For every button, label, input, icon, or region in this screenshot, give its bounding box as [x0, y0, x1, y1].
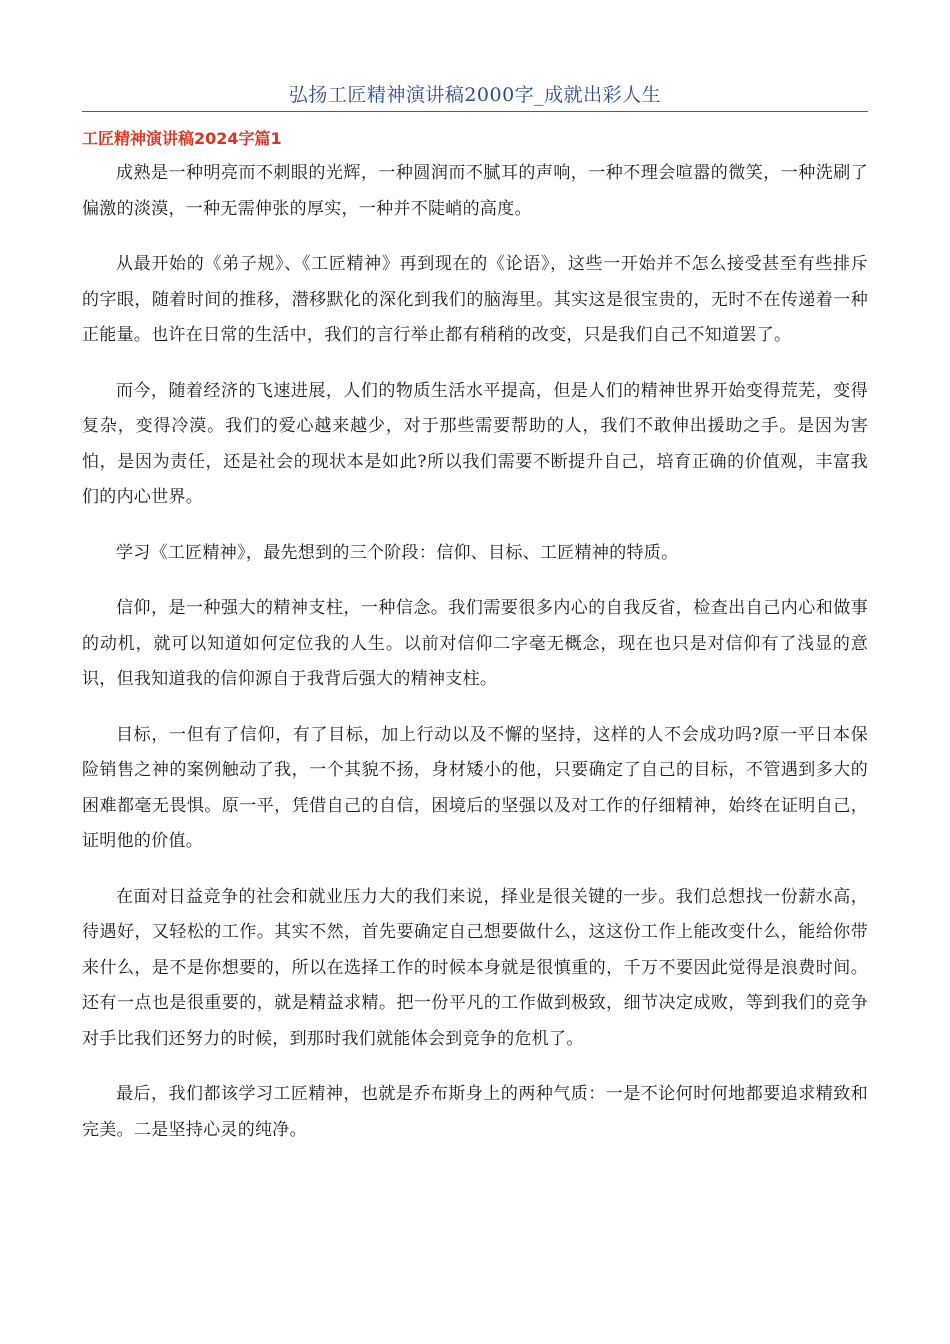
paragraph: 成熟是一种明亮而不刺眼的光辉，一种圆润而不腻耳的声响，一种不理会喧嚣的微笑，一种洗刷了偏激的淡漠，一种无需伸张的厚实，一种并不陡峭的高度。: [82, 163, 868, 219]
document-header: 弘扬工匠精神演讲稿2000字_成就出彩人生: [288, 84, 662, 106]
paragraph: 目标，一但有了信仰，有了目标，加上行动以及不懈的坚持，这样的人不会成功吗?原一平日本保险销售之神的案例触动了我，一个其貌不扬，身材矮小的他，只要确定了自己的目标，不管遇到多大的困难都毫无畏惧。原一平，凭借自己的自信，困境后的坚强以及对工作的仔细精神，始终在证明自己，证明他的价值。: [82, 724, 868, 851]
header-divider: [82, 111, 868, 112]
section-title: 工匠精神演讲稿2024字篇1: [82, 129, 282, 148]
paragraph: 学习《工匠精神》，最先想到的三个阶段：信仰、目标、工匠精神的特质。: [116, 542, 679, 563]
paragraph: 在面对日益竞争的社会和就业压力大的我们来说，择业是很关键的一步。我们总想找一份薪水高，待遇好，又轻松的工作。其实不然，首先要确定自己想要做什么，这这份工作上能改变什么，能给你带来什么，是不是你想要的，所以在选择工作的时候本身就是很慎重的，千万不要因此觉得是浪费时间。还有一点也是很重要的，就是精益求精。把一份平凡的工作做到极致，细节决定成败，等到我们的竞争对手比我们还努力的时候，到那时我们就能体会到竞争的危机了。: [82, 886, 868, 1049]
paragraph: 而今，随着经济的飞速进展，人们的物质生活水平提高，但是人们的精神世界开始变得荒芜，变得复杂，变得冷漠。我们的爱心越来越少，对于那些需要帮助的人，我们不敢伸出援助之手。是因为害怕，是因为责任，还是社会的现状本是如此?所以我们需要不断提升自己，培育正确的价值观，丰富我们的内心世界。: [82, 380, 868, 507]
paragraph: 从最开始的《弟子规》、《工匠精神》再到现在的《论语》，这些一开始并不怎么接受甚至有些排斥的字眼，随着时间的推移，潜移默化的深化到我们的脑海里。其实这是很宝贵的，无时不在传递着一种正能量。也许在日常的生活中，我们的言行举止都有稍稍的改变，只是我们自己不知道罢了。: [82, 254, 868, 345]
paragraph: 最后，我们都该学习工匠精神，也就是乔布斯身上的两种气质：一是不论何时何地都要追求精致和完美。二是坚持心灵的纯净。: [82, 1084, 868, 1140]
paragraph: 信仰，是一种强大的精神支柱，一种信念。我们需要很多内心的自我反省，检查出自己内心和做事的动机，就可以知道如何定位我的人生。以前对信仰二字毫无概念，现在也只是对信仰有了浅显的意识，但我知道我的信仰源自于我背后强大的精神支柱。: [82, 598, 868, 689]
document-body: [82, 156, 868, 1168]
